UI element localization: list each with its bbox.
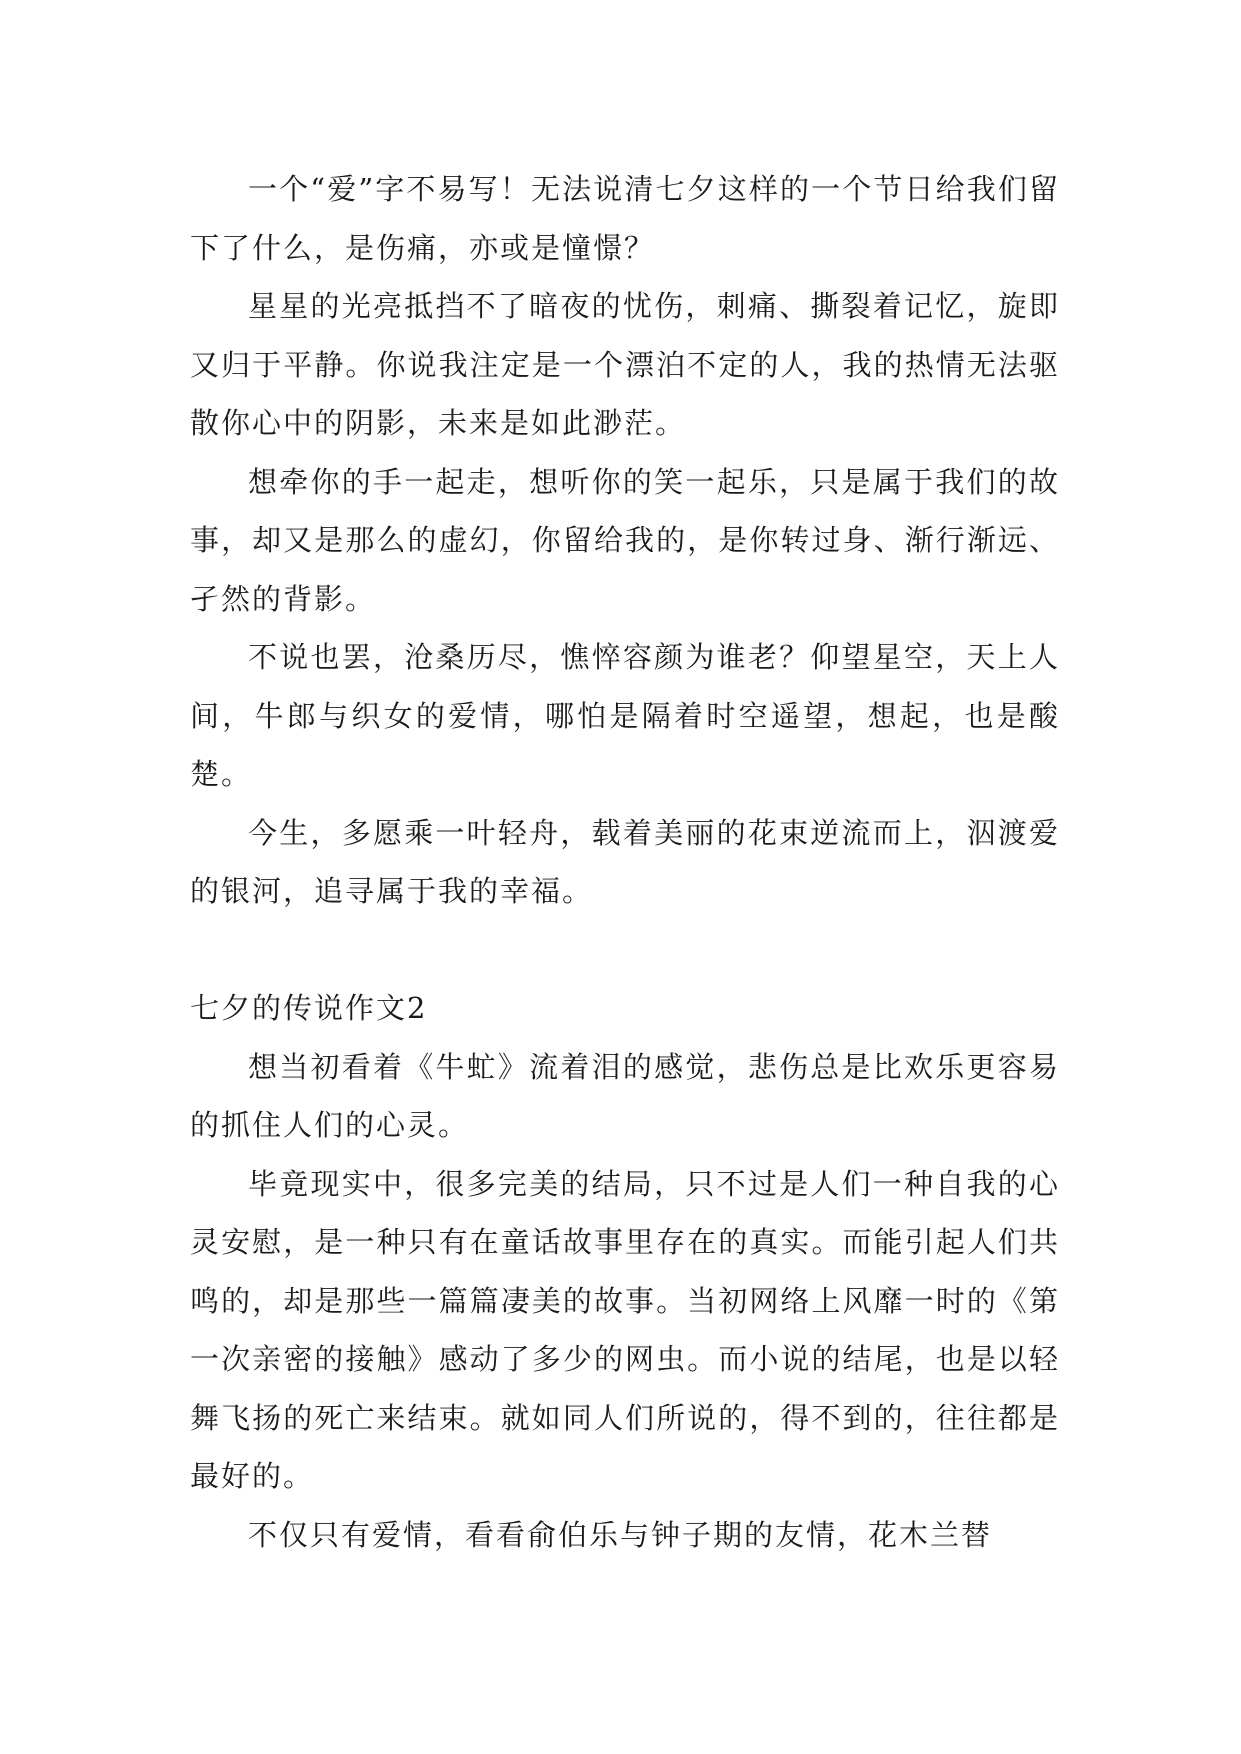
paragraph: 毕竟现实中，很多完美的结局，只不过是人们一种自我的心灵安慰，是一种只有在童话故事里存在的真实。而能引起人们共鸣的，却是那些一篇篇凄美的故事。当初网络上风靡一时的《第一次亲密的接触》感动了多少的网虫。而小说的结尾，也是以轻舞飞扬的死亡来结束。就如同人们所说的，得不到的，往往都是最好的。 [190, 1166, 1060, 1493]
paragraph: 想当初看着《牛虻》流着泪的感觉，悲伤总是比欢乐更容易的抓住人们的心灵。 [190, 1049, 1060, 1142]
paragraph: 不说也罢，沧桑历尽，憔悴容颜为谁老？仰望星空，天上人间，牛郎与织女的爱情，哪怕是隔着时空遥望，想起，也是酸楚。 [190, 640, 1060, 791]
section-gap [190, 921, 1060, 980]
paragraph: 不仅只有爱情，看看俞伯乐与钟子期的友情，花木兰替 [248, 1517, 993, 1552]
paragraph: 想牵你的手一起走，想听你的笑一起乐，只是属于我们的故事，却又是那么的虚幻，你留给我的，是你转过身、渐行渐远、孑然的背影。 [190, 464, 1060, 616]
paragraph: 星星的光亮抵挡不了暗夜的忧伤，刺痛、撕裂着记忆，旋即又归于平静。你说我注定是一个漂泊不定的人，我的热情无法驱散你心中的阴影，未来是如此渺茫。 [190, 289, 1060, 440]
paragraph: 一个“爱”字不易写！无法说清七夕这样的一个节日给我们留下了什么，是伤痛，亦或是憧憬？ [190, 172, 1060, 265]
paragraph: 今生，多愿乘一叶轻舟，载着美丽的花束逆流而上，泅渡爱的银河，追寻属于我的幸福。 [190, 815, 1060, 908]
section-heading: 七夕的传说作文2 [190, 991, 428, 1025]
document-body [190, 160, 1060, 1564]
